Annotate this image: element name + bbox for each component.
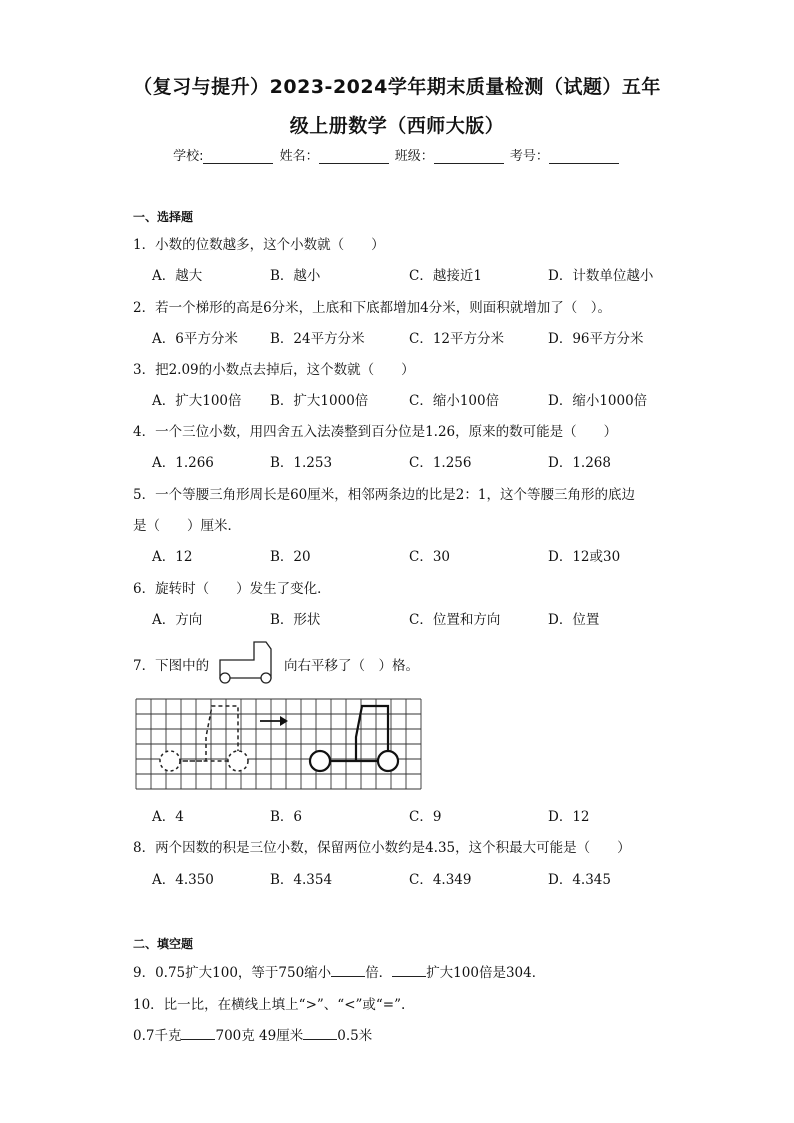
question-10-items bbox=[133, 1024, 372, 1044]
option-c[interactable]: C．1.256 bbox=[409, 455, 472, 471]
translation-grid-figure bbox=[134, 697, 424, 793]
question-7-options bbox=[152, 805, 672, 825]
question-8: 8．两个因数的积是三位小数，保留两位小数约是4.35，这个积最大可能是（ ） bbox=[133, 840, 631, 856]
exam-number-label: 考号： bbox=[509, 149, 549, 164]
page-title-line1: （复习与提升）2023-2024学年期末质量检测（试题）五年 bbox=[133, 76, 661, 98]
name-label: 姓名： bbox=[279, 149, 319, 164]
option-a[interactable]: A．6平方分米 bbox=[152, 331, 238, 347]
question-3: 3．把2.09的小数点去掉后，这个数就（ ） bbox=[133, 362, 415, 378]
answer-blank[interactable] bbox=[181, 1025, 215, 1040]
option-c[interactable]: C．越接近1 bbox=[409, 268, 482, 284]
class-field[interactable] bbox=[434, 149, 504, 164]
option-c[interactable]: C．12平方分米 bbox=[409, 331, 505, 347]
option-b[interactable]: B．20 bbox=[270, 549, 311, 565]
option-d[interactable]: D．12或30 bbox=[548, 549, 621, 565]
question-5-continued: 是（ ）厘米． bbox=[133, 518, 241, 534]
option-d[interactable]: D．1.268 bbox=[548, 455, 611, 471]
option-d[interactable]: D．位置 bbox=[548, 612, 600, 628]
option-d[interactable]: D．计数单位越小 bbox=[548, 268, 654, 284]
option-c[interactable]: C．缩小100倍 bbox=[409, 393, 500, 409]
item-kilogram: 0.7千克 bbox=[133, 1028, 182, 1044]
answer-blank[interactable] bbox=[392, 962, 426, 977]
option-c[interactable]: C．4.349 bbox=[409, 872, 472, 888]
option-b[interactable]: B．越小 bbox=[270, 268, 321, 284]
question-3-options bbox=[152, 389, 672, 409]
question-7-suffix: 向右平移了（ ）格。 bbox=[284, 658, 419, 674]
option-b[interactable]: B．4.354 bbox=[270, 872, 333, 888]
class-label: 班级： bbox=[394, 149, 434, 164]
name-field[interactable] bbox=[319, 149, 389, 164]
item-gram-cm: 700克 49厘米 bbox=[215, 1028, 304, 1044]
question-7-prefix: 7．下图中的 bbox=[133, 658, 210, 674]
question-5-options bbox=[152, 545, 672, 565]
option-a[interactable]: A．方向 bbox=[152, 612, 203, 628]
question-2: 2．若一个梯形的高是6分米，上底和下底都增加4分米，则面积就增加了（ ）。 bbox=[133, 300, 612, 316]
question-10: 10．比一比，在横线上填上“>”、“<”或“=”. bbox=[133, 997, 406, 1013]
school-label: 学校: bbox=[173, 149, 204, 164]
option-a[interactable]: A．4 bbox=[152, 809, 184, 825]
section-heading-choice: 一、选择题 bbox=[133, 210, 194, 224]
option-b[interactable]: B．扩大1000倍 bbox=[270, 393, 369, 409]
option-a[interactable]: A．扩大100倍 bbox=[152, 393, 242, 409]
option-c[interactable]: C．位置和方向 bbox=[409, 612, 501, 628]
question-1: 1．小数的位数越多，这个小数就（ ） bbox=[133, 237, 385, 253]
question-1-options bbox=[152, 264, 672, 284]
question-4: 4．一个三位小数，用四舍五入法凑整到百分位是1.26，原来的数可能是（ ） bbox=[133, 424, 618, 440]
option-a[interactable]: A．4.350 bbox=[152, 872, 214, 888]
option-b[interactable]: B．形状 bbox=[270, 612, 321, 628]
option-a[interactable]: A．越大 bbox=[152, 268, 203, 284]
option-d[interactable]: D．4.345 bbox=[548, 872, 611, 888]
answer-blank[interactable] bbox=[331, 962, 365, 977]
option-c[interactable]: C．9 bbox=[409, 809, 442, 825]
option-a[interactable]: A．12 bbox=[152, 549, 193, 565]
question-5: 5．一个等腰三角形周长是60厘米，相邻两条边的比是2：1，这个等腰三角形的底边 bbox=[133, 487, 635, 503]
section-heading-fill-in: 二、填空题 bbox=[133, 937, 194, 951]
exam-number-field[interactable] bbox=[549, 149, 619, 164]
school-field[interactable] bbox=[203, 149, 273, 164]
question-2-options bbox=[152, 327, 672, 347]
answer-blank[interactable] bbox=[303, 1025, 337, 1040]
truck-icon bbox=[216, 638, 276, 686]
page-title-line2: 级上册数学（西师大版） bbox=[289, 115, 505, 137]
question-9 bbox=[133, 961, 545, 981]
item-meter: 0.5米 bbox=[337, 1028, 373, 1044]
question-4-options bbox=[152, 451, 672, 471]
question-9-part-a: 9．0.75扩大100，等于750缩小 bbox=[133, 965, 332, 981]
option-d[interactable]: D．缩小1000倍 bbox=[548, 393, 648, 409]
option-b[interactable]: B．1.253 bbox=[270, 455, 333, 471]
question-9-part-b: 倍． bbox=[365, 965, 393, 981]
question-6: 6．旋转时（ ）发生了变化． bbox=[133, 581, 331, 597]
student-info-row bbox=[0, 145, 794, 164]
question-9-part-c: 扩大100倍是304． bbox=[426, 965, 546, 981]
option-c[interactable]: C．30 bbox=[409, 549, 451, 565]
question-6-options bbox=[152, 608, 672, 628]
option-b[interactable]: B．24平方分米 bbox=[270, 331, 365, 347]
question-8-options bbox=[152, 868, 672, 888]
option-d[interactable]: D．12 bbox=[548, 809, 590, 825]
option-a[interactable]: A．1.266 bbox=[152, 455, 214, 471]
option-b[interactable]: B．6 bbox=[270, 809, 303, 825]
option-d[interactable]: D．96平方分米 bbox=[548, 331, 644, 347]
